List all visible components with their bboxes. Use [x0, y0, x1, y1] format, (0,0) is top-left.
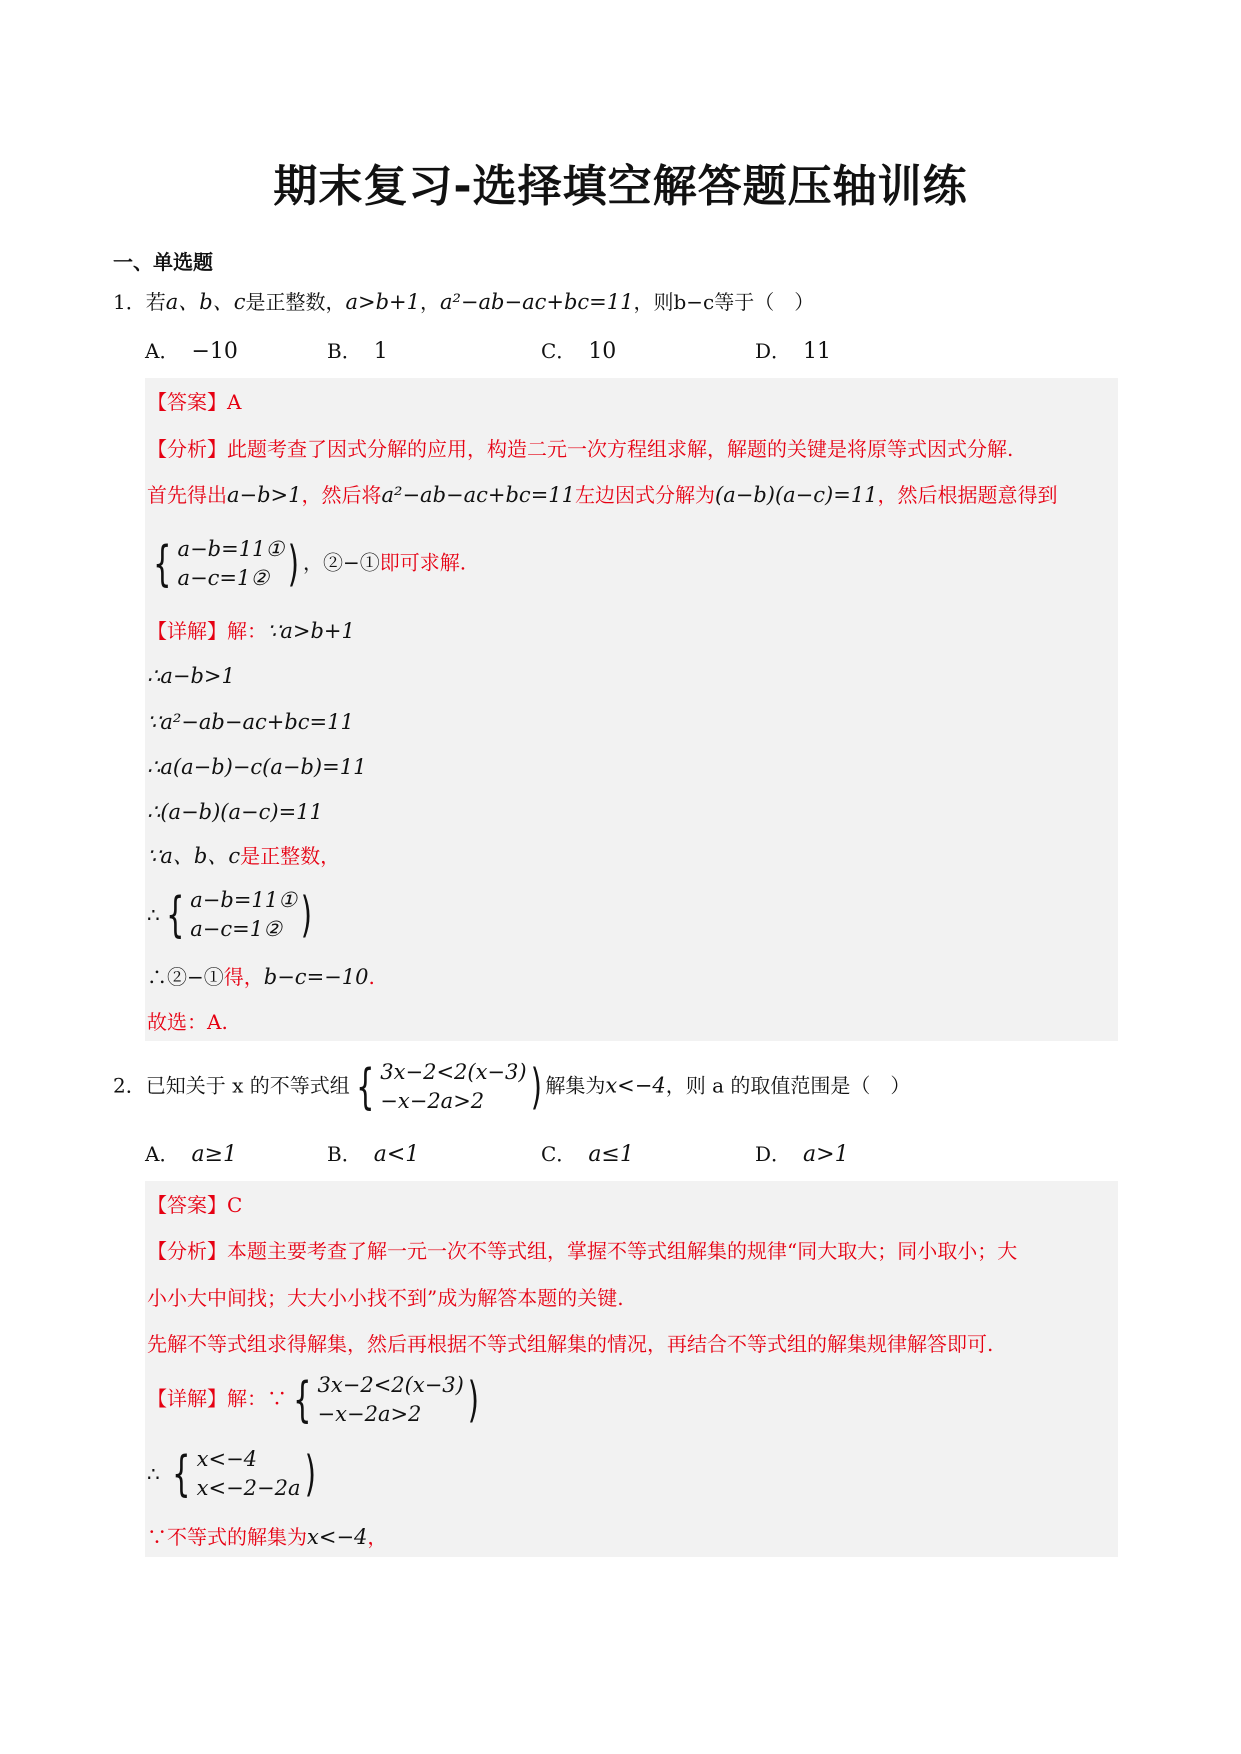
detail-line-4: ∴a(a−b)−c(a−b)=11	[147, 755, 367, 779]
option-c[interactable]: C． 10	[541, 339, 617, 364]
question-number: 1．	[113, 290, 146, 314]
conclusion-line: 故选：A.	[147, 1010, 228, 1034]
math-condition: a>b+1	[345, 290, 420, 314]
question-1-solution	[145, 378, 1118, 1041]
detail-line-5: ∴(a−b)(a−c)=11	[147, 800, 323, 824]
option-a[interactable]: A． −10	[145, 339, 238, 364]
detail-line-2: ∴a−b>1	[147, 664, 235, 688]
option-d[interactable]: D． a>1	[755, 1142, 849, 1167]
question-text: 解集为	[545, 1073, 606, 1098]
analysis-line-3: 先解不等式组求得解集，然后再根据不等式组解集的情况，再结合不等式组的解集规律解答即可.	[147, 1332, 994, 1356]
detail-line-7: ∴ { a−b=11① a−c=1② )	[147, 887, 312, 943]
separator: ，	[419, 290, 440, 314]
question-text: ，则 a 的取值范围是（ ）	[665, 1073, 911, 1098]
analysis-line-2: 小小大中间找；大大小小找不到”成为解答本题的关键.	[147, 1286, 624, 1310]
question-1-stem	[113, 287, 814, 317]
detail-line-3: ∵a²−ab−ac+bc=11	[147, 710, 354, 734]
page-title: 期末复习-选择填空解答题压轴训练	[273, 161, 968, 212]
math-vars: a、b、c	[165, 290, 246, 314]
question-2-solution	[145, 1181, 1118, 1557]
analysis-line-2: 首先得出a−b>1，然后将a²−ab−ac+bc=11左边因式分解为(a−b)(a−c)=11，然后根据题意得到	[147, 483, 1058, 507]
question-text: 已知关于 x 的不等式组	[145, 1073, 350, 1098]
question-2-stem: 2．已知关于 x 的不等式组 { 3x−2<2(x−3) −x−2a>2 ) 解集为x<−4，则 a 的取值范围是（ ）	[113, 1059, 911, 1115]
analysis-line-1: 【分析】本题主要考查了解一元一次不等式组，掌握不等式组解集的规律“同大取大；同小取小；大	[147, 1239, 1018, 1263]
question-text: 是正整数，	[245, 290, 346, 314]
math-condition: x<−4	[605, 1073, 666, 1098]
detail-line-6: ∵a、b、c是正整数，	[147, 844, 341, 868]
question-text: 若	[145, 290, 166, 314]
option-b[interactable]: B． a<1	[327, 1142, 420, 1167]
math-equation: a²−ab−ac+bc=11	[439, 290, 634, 314]
detail-line-3: ∵不等式的解集为x<−4，	[147, 1525, 388, 1549]
detail-line-1: 【详解】解：∵ { 3x−2<2(x−3) −x−2a>2 )	[147, 1372, 479, 1428]
question-text: ，则b−c等于（ ）	[633, 290, 815, 314]
detail-line-8: ∴②−①得，b−c=−10.	[147, 965, 375, 989]
answer-line: 【答案】A	[147, 390, 242, 414]
option-d[interactable]: D． 11	[755, 339, 832, 364]
question-number: 2．	[113, 1073, 146, 1098]
analysis-line-1: 【分析】此题考查了因式分解的应用，构造二元一次方程组求解，解题的关键是将原等式因式分解.	[147, 437, 1014, 461]
detail-line-1: 【详解】解：∵a>b+1	[147, 619, 355, 643]
section-heading: 一、单选题	[113, 250, 213, 274]
option-a[interactable]: A． a≥1	[145, 1142, 237, 1167]
detail-line-2: ∴ { x<−4 x<−2−2a )	[147, 1446, 316, 1502]
analysis-line-3: { a−b=11① a−c=1② ) ，②−①即可求解.	[153, 536, 467, 592]
answer-line: 【答案】C	[147, 1193, 243, 1217]
option-b[interactable]: B． 1	[327, 339, 388, 364]
option-c[interactable]: C． a≤1	[541, 1142, 634, 1167]
